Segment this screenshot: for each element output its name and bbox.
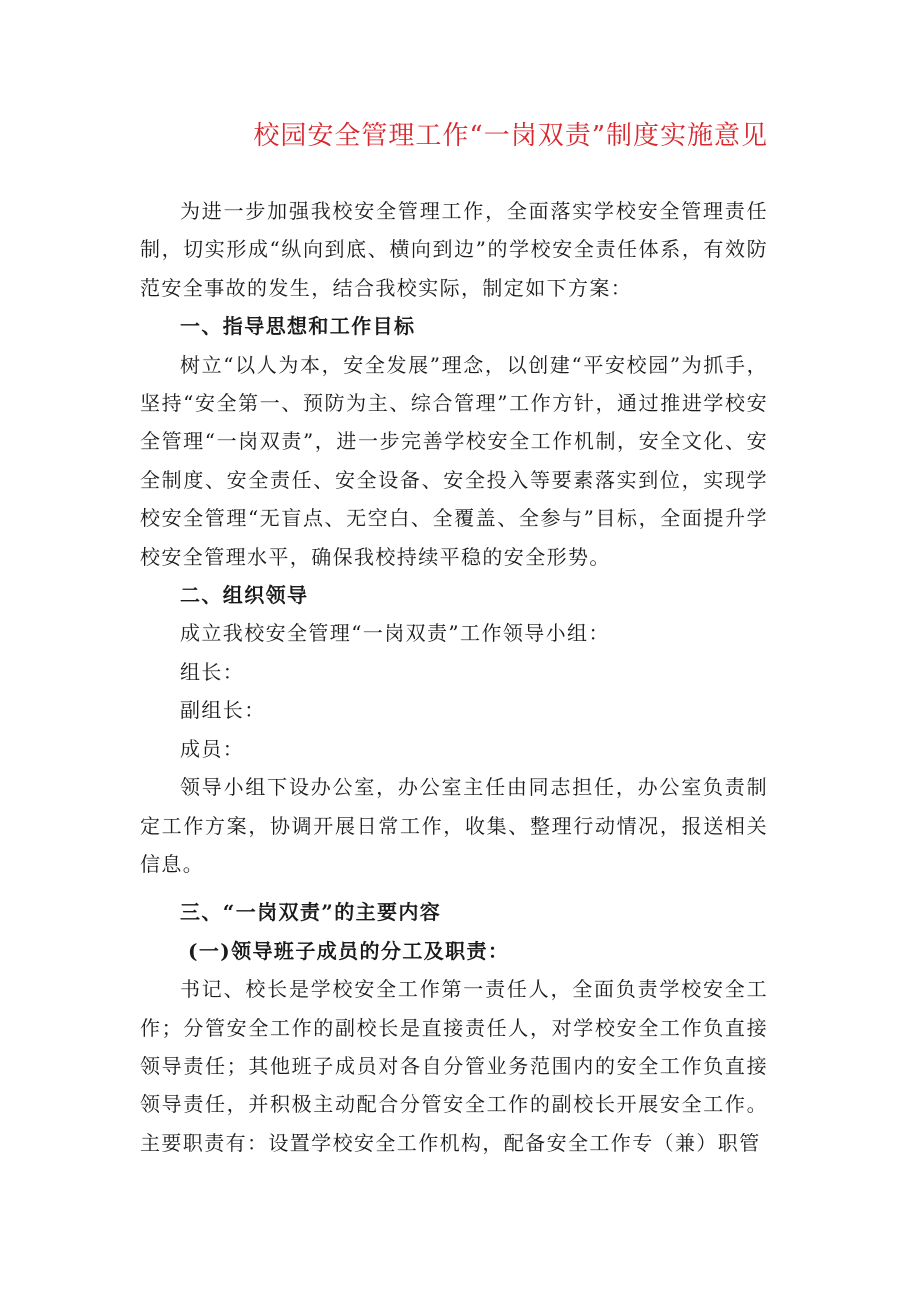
section-3-paragraph: 书记、校长是学校安全工作第一责任人，全面负责学校安全工作；分管安全工作的副校长是直接责任人，对学校安全工作负直接领导责任；其他班子成员对各自分管业务范围内的安全工作负直接领导责任，并积极主动配合分管安全工作的副校长开展安全工作。主要职责有：设置学校安全工作机构，配备安全工作专（兼）职管 [140, 977, 768, 1155]
intro-paragraph: 为进一步加强我校安全管理工作，全面落实学校安全管理责任制，切实形成“纵向到底、横向到边”的学校安全责任体系，有效防范安全事故的发生，结合我校实际，制定如下方案： [140, 199, 768, 300]
document-title: 校园安全管理工作“一岗双责”制度实施意见 [253, 121, 768, 151]
deputy-leader-line: 副组长： [180, 698, 266, 723]
section-2-heading: 二、组织领导 [180, 583, 309, 608]
section-2-intro: 成立我校安全管理“一岗双责”工作领导小组： [180, 621, 610, 646]
section-3-heading: 三、“一岗双责”的主要内容 [180, 900, 442, 925]
document-body [140, 192, 768, 1162]
office-paragraph: 领导小组下设办公室，办公室主任由同志担任，办公室负责制定工作方案，协调开展日常工作，收集、整理行动情况，报送相关信息。 [140, 775, 768, 876]
section-1-paragraph: 树立“以人为本，安全发展”理念，以创建“平安校园”为抓手，坚持“安全第一、预防为主、综合管理”工作方针，通过推进学校安全管理“一岗双责”，进一步完善学校安全工作机制，安全文化、安全制度、安全责任、安全设备、安全投入等要素落实到位，实现学校安全管理“无盲点、无空白、全覆盖、全参与”目标，全面提升学校安全管理水平，确保我校持续平稳的安全形势。 [140, 352, 768, 569]
section-1-heading: 一、指导思想和工作目标 [180, 314, 416, 339]
section-3-subheading: (一)领导班子成员的分工及职责： [188, 938, 510, 963]
members-line: 成员： [180, 736, 245, 761]
leader-line: 组长： [180, 659, 245, 684]
